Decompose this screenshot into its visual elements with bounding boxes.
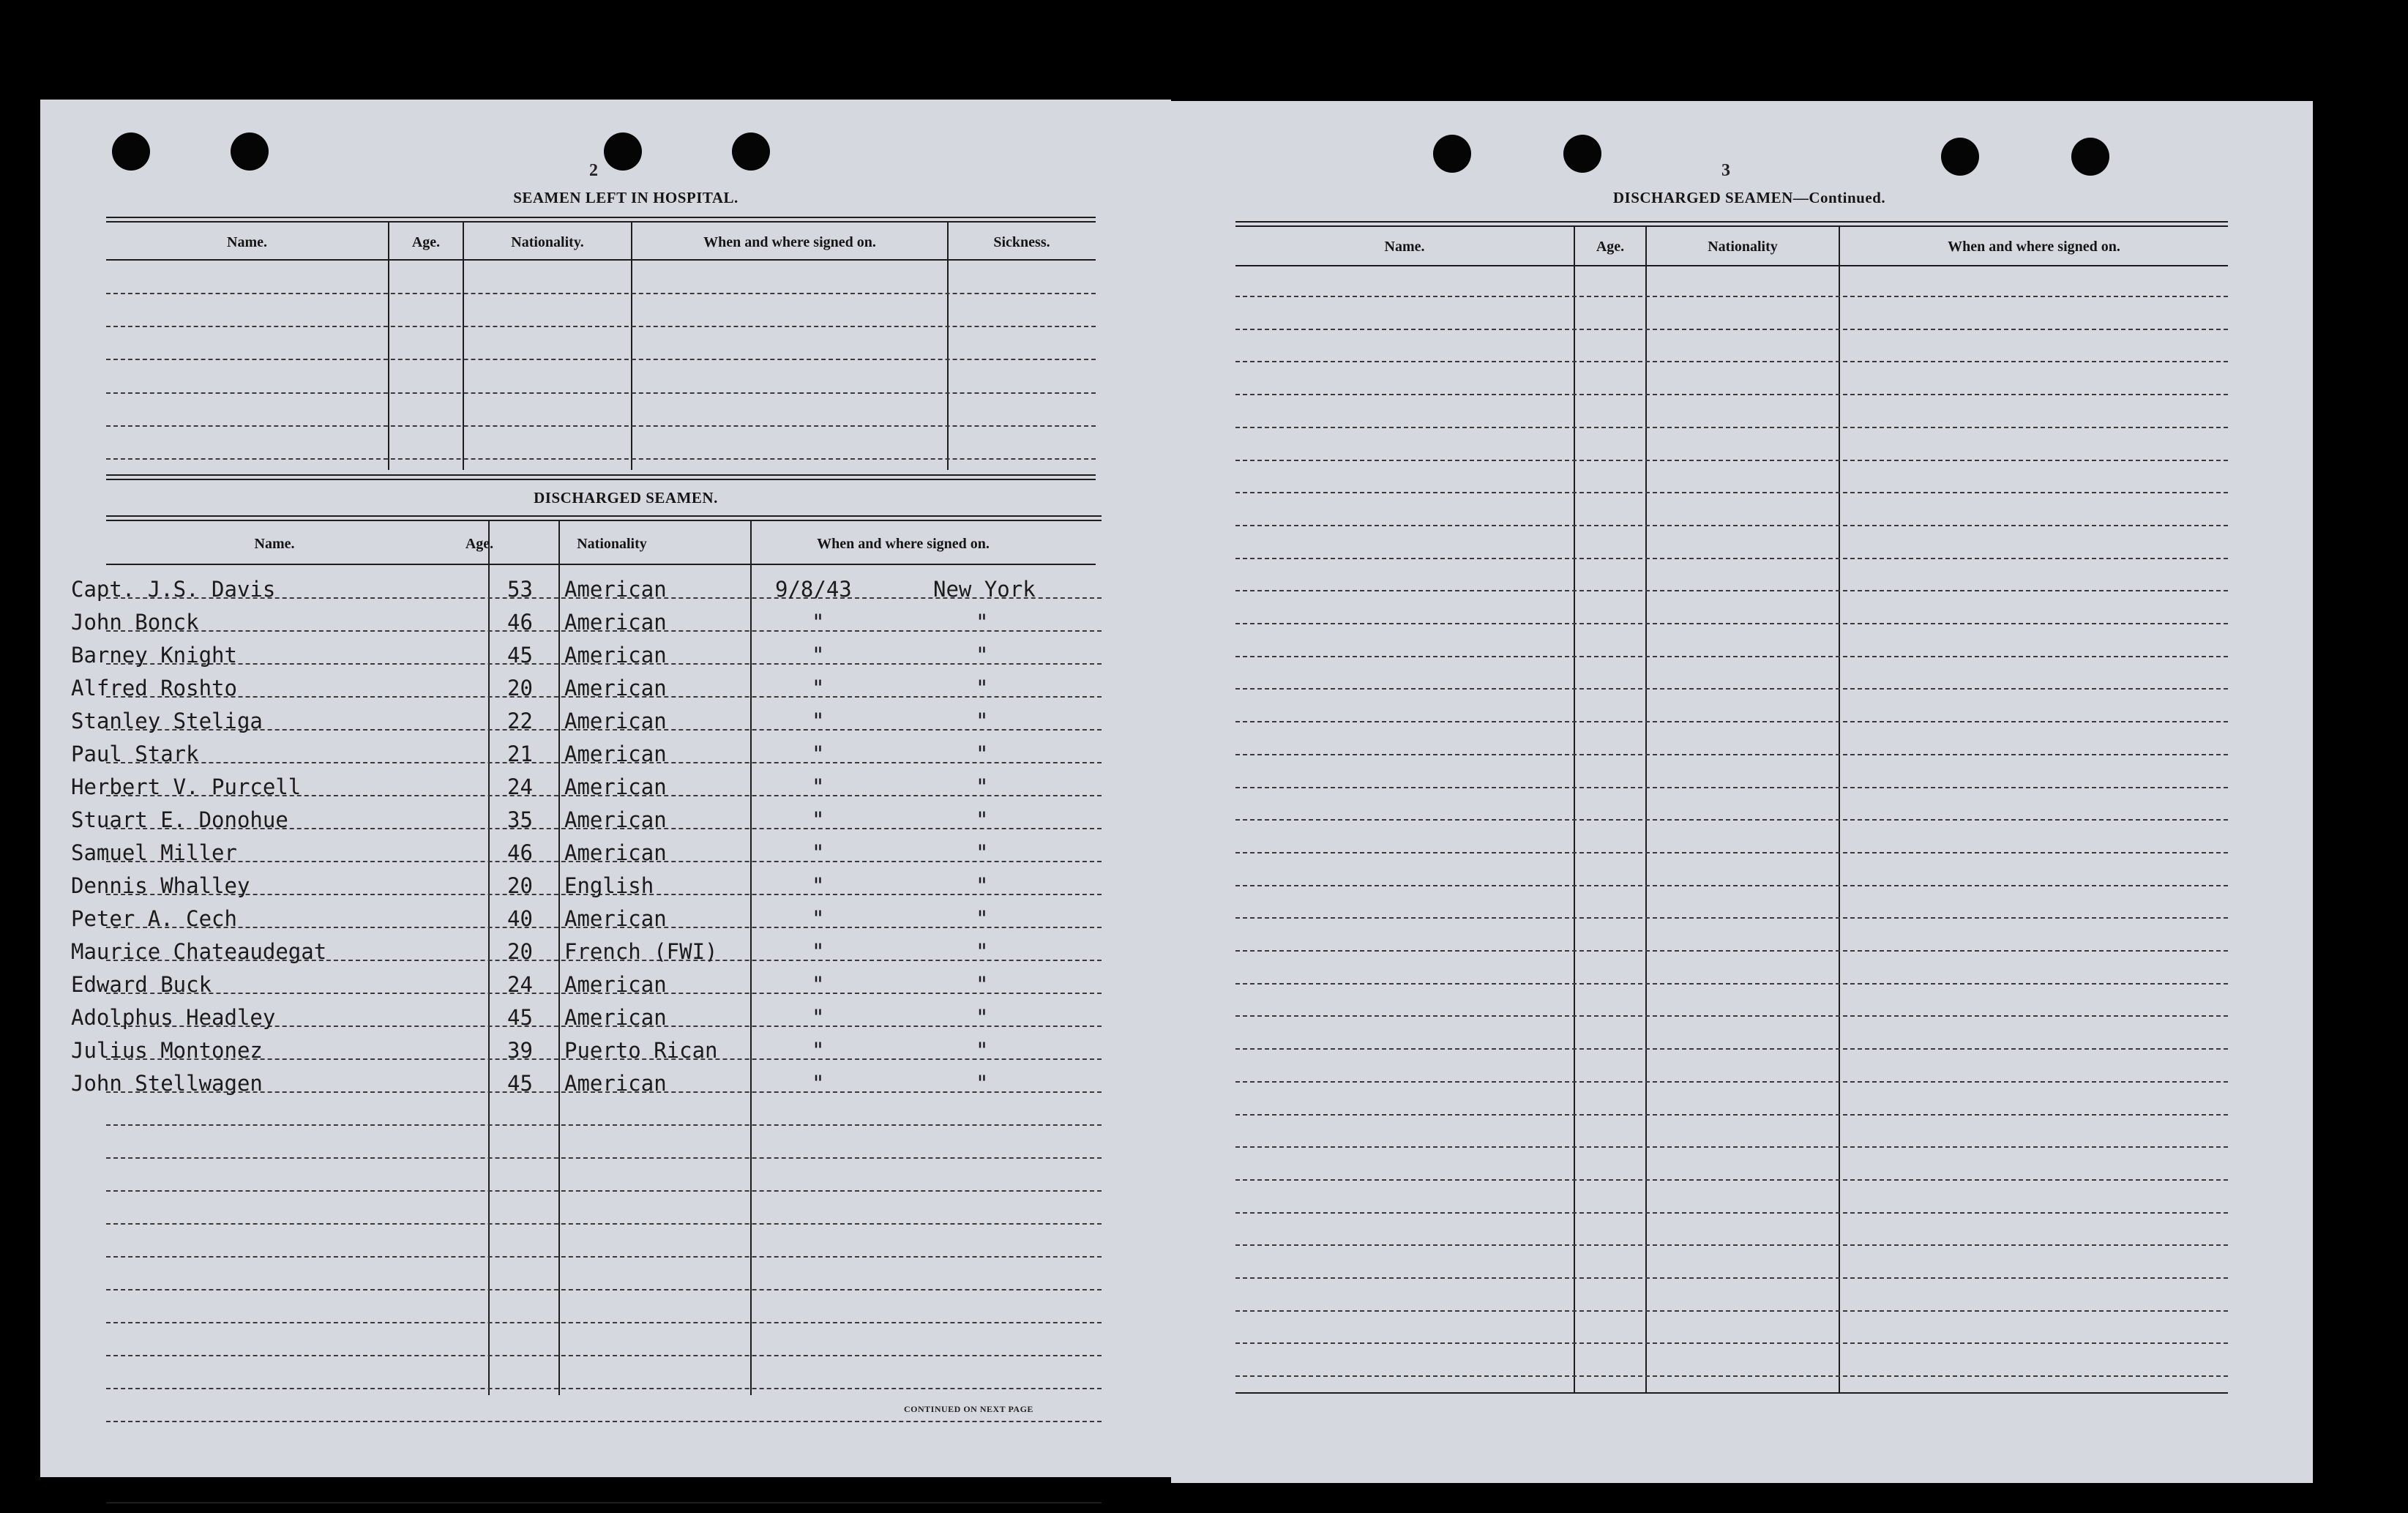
signed-on-date: "	[812, 1005, 825, 1030]
seaman-age: 24	[507, 972, 533, 997]
row-rule	[106, 1388, 1102, 1389]
page-number: 3	[1721, 161, 1730, 180]
seaman-name: Barney Knight	[71, 643, 237, 668]
row-rule	[1235, 950, 2228, 952]
row-rule	[1235, 558, 2228, 559]
signed-on-place: "	[976, 840, 989, 865]
row-rule	[1235, 1146, 2228, 1148]
punch-hole	[112, 132, 150, 171]
signed-on-date: "	[812, 741, 825, 766]
row-rule	[1235, 525, 2228, 526]
continued-header-nationality: Nationality	[1708, 239, 1778, 255]
hospital-section-title: SEAMEN LEFT IN HOSPITAL.	[513, 189, 739, 206]
row-rule	[1235, 1015, 2228, 1017]
continued-header-signed-on: When and where signed on.	[1948, 239, 2120, 255]
discharged-continued-title: DISCHARGED SEAMEN—Continued.	[1612, 189, 1886, 206]
seaman-name: John Stellwagen	[71, 1071, 263, 1096]
continued-header-age: Age.	[1596, 239, 1625, 255]
seaman-nationality: American	[564, 906, 667, 931]
signed-on-date: 9/8/43	[775, 577, 852, 602]
row-rule	[1235, 1114, 2228, 1116]
signed-on-date: "	[812, 643, 825, 668]
seaman-nationality: American	[564, 643, 667, 668]
row-rule	[1235, 656, 2228, 657]
seaman-age: 21	[507, 741, 533, 766]
discharged-header-nationality: Nationality	[577, 536, 647, 552]
signed-on-place: "	[976, 873, 989, 898]
discharged-section-title: DISCHARGED SEAMEN.	[534, 489, 718, 507]
signed-on-date: "	[812, 1071, 825, 1096]
signed-on-date: "	[812, 709, 825, 733]
seaman-name: Stanley Steliga	[71, 709, 263, 733]
seaman-nationality: American	[564, 610, 667, 635]
row-rule	[1235, 394, 2228, 395]
row-rule	[1235, 688, 2228, 690]
row-rule	[1235, 1277, 2228, 1279]
seaman-nationality: English	[564, 873, 654, 898]
row-rule	[1235, 427, 2228, 428]
seaman-nationality: American	[564, 972, 667, 997]
row-rule	[1235, 1244, 2228, 1246]
row-rule	[1235, 1212, 2228, 1214]
seaman-nationality: American	[564, 741, 667, 766]
seaman-age: 40	[507, 906, 533, 931]
row-rule	[1235, 590, 2228, 591]
row-rule	[1235, 983, 2228, 985]
row-rule	[106, 1421, 1102, 1422]
row-rule	[1235, 1375, 2228, 1377]
row-rule	[1235, 1048, 2228, 1050]
punch-hole	[2071, 138, 2109, 176]
discharged-header-age: Age.	[465, 536, 494, 552]
row-rule	[106, 1355, 1102, 1356]
seaman-name: Peter A. Cech	[71, 906, 237, 931]
continued-header-name: Name.	[1384, 239, 1425, 255]
row-rule	[1235, 623, 2228, 624]
signed-on-place: "	[976, 1071, 989, 1096]
row-rule	[1235, 754, 2228, 755]
row-rule	[106, 1190, 1102, 1192]
row-rule	[106, 1256, 1102, 1258]
discharged-table	[71, 515, 1102, 1408]
seaman-age: 20	[507, 939, 533, 964]
discharged-header-signed-on: When and where signed on.	[817, 536, 990, 552]
seaman-name: Julius Montonez	[71, 1038, 263, 1063]
punch-hole	[604, 132, 642, 171]
seaman-nationality: American	[564, 1005, 667, 1030]
row-rule	[106, 1322, 1102, 1323]
row-rule	[1235, 1081, 2228, 1083]
hospital-header-sickness: Sickness.	[993, 234, 1050, 250]
row-rule	[1235, 917, 2228, 919]
row-rule	[1235, 885, 2228, 886]
seaman-name: Samuel Miller	[71, 840, 237, 865]
signed-on-date: "	[812, 972, 825, 997]
seaman-age: 45	[507, 1071, 533, 1096]
signed-on-date: "	[812, 939, 825, 964]
row-rule	[1235, 787, 2228, 788]
row-rule	[1235, 1342, 2228, 1344]
signed-on-place: "	[976, 610, 989, 635]
signed-on-date: "	[812, 774, 825, 799]
seaman-nationality: American	[564, 1071, 667, 1096]
signed-on-place: "	[976, 1038, 989, 1063]
signed-on-place: "	[976, 1005, 989, 1030]
signed-on-date: "	[812, 840, 825, 865]
punch-hole	[1433, 135, 1471, 173]
hospital-header-nationality: Nationality.	[511, 234, 584, 250]
signed-on-date: "	[812, 676, 825, 701]
seaman-age: 20	[507, 873, 533, 898]
right-page	[1171, 101, 2313, 1483]
punch-hole	[1563, 135, 1601, 173]
seaman-name: Paul Stark	[71, 741, 199, 766]
signed-on-place: "	[976, 643, 989, 668]
signed-on-place: "	[976, 807, 989, 832]
seaman-nationality: American	[564, 709, 667, 733]
seaman-age: 22	[507, 709, 533, 733]
seaman-age: 24	[507, 774, 533, 799]
punch-hole	[231, 132, 269, 171]
row-rule	[106, 1157, 1102, 1159]
seaman-age: 45	[507, 1005, 533, 1030]
seaman-nationality: American	[564, 774, 667, 799]
seaman-nationality: American	[564, 676, 667, 701]
row-rule	[106, 1289, 1102, 1290]
signed-on-place: "	[976, 709, 989, 733]
punch-hole	[732, 132, 770, 171]
left-page	[40, 100, 1171, 1477]
seaman-name: Edward Buck	[71, 972, 212, 997]
signed-on-date: "	[812, 873, 825, 898]
seaman-name: John Bonck	[71, 610, 199, 635]
signed-on-place: "	[976, 741, 989, 766]
discharged-header-name: Name.	[254, 536, 295, 552]
discharged-continued-table	[1235, 221, 2228, 1407]
signed-on-date: "	[812, 1038, 825, 1063]
punch-hole	[1941, 138, 1979, 176]
row-rule	[1235, 329, 2228, 330]
signed-on-place: "	[976, 972, 989, 997]
seaman-nationality: American	[564, 807, 667, 832]
page-number: 2	[589, 161, 598, 180]
row-rule	[1235, 1310, 2228, 1312]
row-rule	[1235, 361, 2228, 362]
seaman-age: 39	[507, 1038, 533, 1063]
seaman-age: 53	[507, 577, 533, 602]
signed-on-place: "	[976, 906, 989, 931]
seaman-age: 46	[507, 610, 533, 635]
row-rule	[1235, 852, 2228, 853]
continued-note: CONTINUED ON NEXT PAGE	[904, 1404, 1033, 1414]
seaman-name: Alfred Roshto	[71, 676, 237, 701]
row-rule	[1235, 296, 2228, 297]
seaman-age: 45	[507, 643, 533, 668]
seaman-name: Stuart E. Donohue	[71, 807, 288, 832]
row-rule	[1235, 819, 2228, 821]
seaman-name: Herbert V. Purcell	[71, 774, 302, 799]
hospital-header-age: Age.	[411, 234, 441, 250]
signed-on-place: "	[976, 939, 989, 964]
seaman-age: 35	[507, 807, 533, 832]
hospital-header-name: Name.	[227, 234, 267, 250]
row-rule	[1235, 492, 2228, 493]
row-rule	[106, 1223, 1102, 1225]
seaman-nationality: American	[564, 840, 667, 865]
row-rule	[1235, 721, 2228, 722]
signed-on-place: "	[976, 676, 989, 701]
row-rule	[106, 1124, 1102, 1126]
signed-on-place: New York	[933, 577, 1036, 602]
seaman-age: 20	[507, 676, 533, 701]
hospital-header-signed-on: When and where signed on.	[703, 234, 876, 250]
seaman-name: Dennis Whalley	[71, 873, 250, 898]
seaman-nationality: Puerto Rican	[564, 1038, 718, 1063]
seaman-age: 46	[507, 840, 533, 865]
seaman-name: Adolphus Headley	[71, 1005, 276, 1030]
seaman-nationality: French (FWI)	[564, 939, 718, 964]
row-rule	[1235, 460, 2228, 461]
seaman-name: Maurice Chateaudegat	[71, 939, 327, 964]
signed-on-place: "	[976, 774, 989, 799]
signed-on-date: "	[812, 906, 825, 931]
seaman-name: Capt. J.S. Davis	[71, 577, 276, 602]
seaman-nationality: American	[564, 577, 667, 602]
signed-on-date: "	[812, 807, 825, 832]
signed-on-date: "	[812, 610, 825, 635]
row-rule	[1235, 1179, 2228, 1181]
